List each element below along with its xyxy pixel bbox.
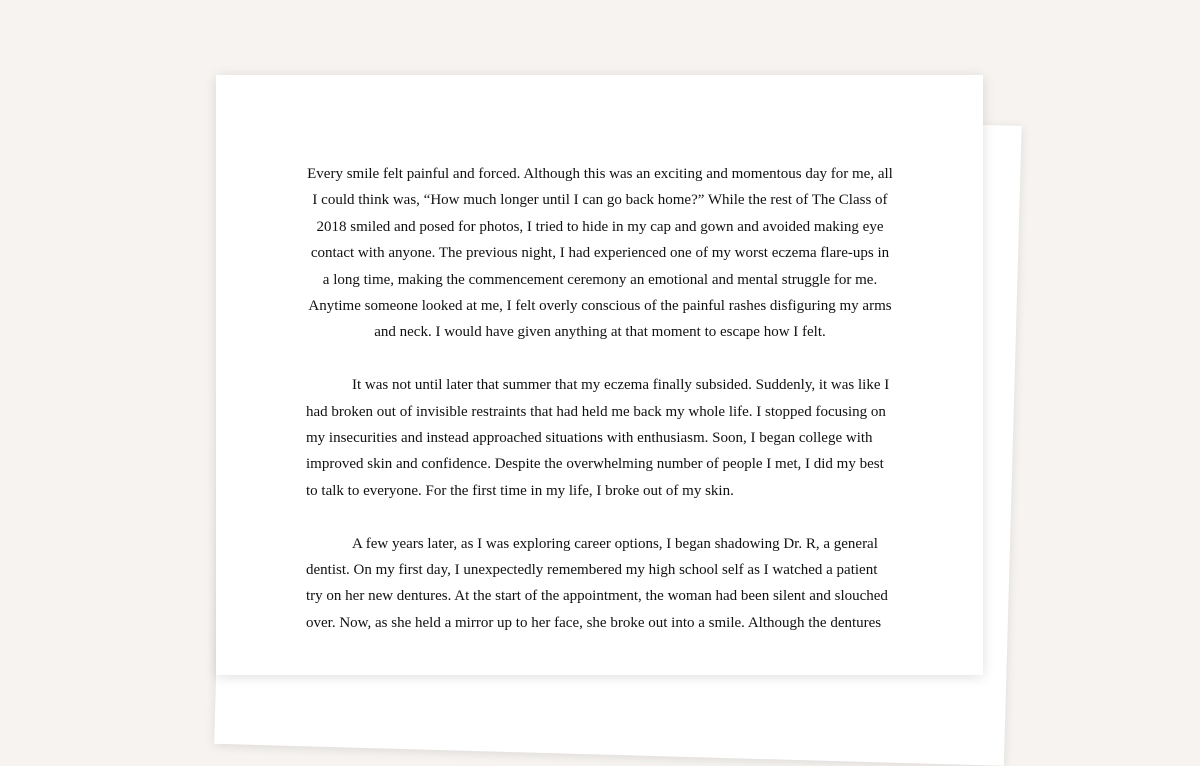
document-body xyxy=(306,161,894,663)
paragraph-1: Every smile felt painful and forced. Although this was an exciting and momentous day for me, all I could think was, “How much longer until I can go back home?” While the rest of The Class of 2018 smiled and posed for photos, I tried to hide in my cap and gown and avoided making eye contact with anyone. The previous night, I had experienced one of my worst eczema flare-ups in a long time, making the commencement ceremony an emotional and mental struggle for me. Anytime someone looked at me, I felt overly conscious of the painful rashes disfiguring my arms and neck. I would have given anything at that moment to escape how I felt. xyxy=(307,166,893,341)
paragraph-3: A few years later, as I was exploring career options, I began shadowing Dr. R, a general dentist. On my first day, I unexpectedly remembered my high school self as I watched a patient try on her new dentures. At the start of the appointment, the woman had been silent and slouched over. Now, as she held a mirror up to her face, she broke out into a smile. Although the dentures xyxy=(306,535,888,631)
paragraph-2: It was not until later that summer that my eczema finally subsided. Suddenly, it was like I had broken out of invisible restraints that had held me back my whole life. I stopped focusing on my insecurities and instead approached situations with enthusiasm. Soon, I began college with improved skin and confidence. Despite the overwhelming number of people I met, I did my best to talk to everyone. For the first time in my life, I broke out of my skin. xyxy=(306,377,890,499)
document-page xyxy=(216,75,983,675)
